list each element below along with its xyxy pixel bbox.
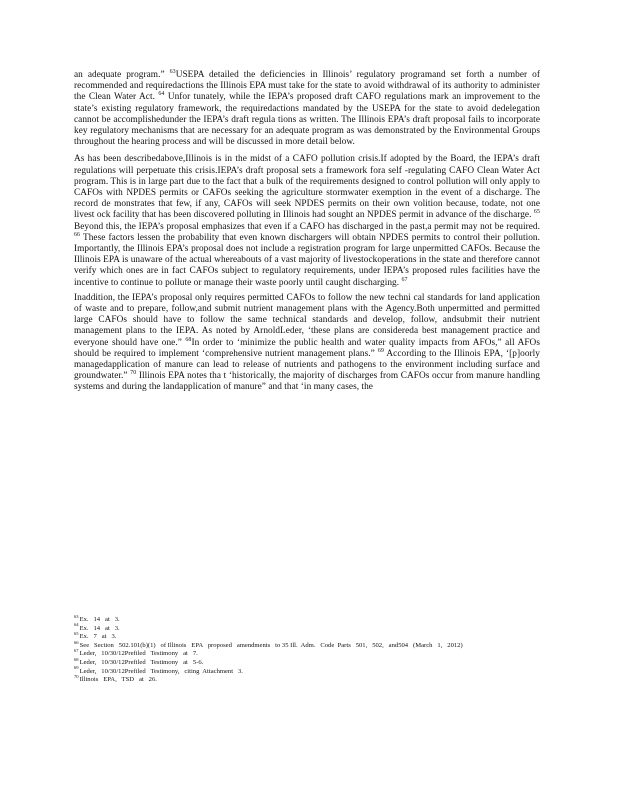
footnote-text: See Section 502.101(b)(1) of Illinois EPA proposed amendments to 35 Ill. Adm. Code Parts 501, 502, and504 (March 1, 2012) (79, 641, 463, 649)
footnote-ref: 68 (185, 336, 192, 343)
footnote-number: 63 (74, 613, 79, 619)
footnote (74, 633, 540, 642)
footnote-ref: 69 (377, 347, 384, 354)
footnote-text: Illinois EPA, TSD at 26. (79, 676, 157, 684)
text-run: These factors lessen the probability that even known dischargers will obtain NPDES permits to control their pollution. Importantly, the Illinois EPA’s proposal does not include a registration program for large unpermitted CAFOs. Because the Illinois EPA is unaware of the actual whereabouts of a vast majority of livestockoperations in the state and therefore cannot verify which ones are in fact CAFOs subject to regulatory requirements, under IEPA’s proposed rules facilities have the incentive to continue to pollute or manage their waste poorly until caught discharging. (74, 232, 540, 288)
text-run: Inaddition, the IEPA’s proposal only requires permitted CAFOs to follow the new techni cal standards for land application of waste and to prepare, follow,and submit nutrient management plans with the Agency.Both unpermitted and permitted large CAFOs should have to follow the same technical standards and develop, follow, andsubmit their nutrient management plans to the IEPA. As noted by ArnoldLeder, ‘these plans are considereda best management practice and everyone should have one.” (74, 292, 540, 348)
text-run: an adequate program.” (74, 70, 170, 80)
footnote (74, 650, 540, 659)
footnote-ref: 65 (533, 209, 540, 216)
text-run: As has been describedabove,Illinois is in the midst of a CAFO pollution crisis.If adopted by the Board, the IEPA’s draft regulations will perpetuate this crisis.IEPA’s draft proposal sets a framework fora self -regulating CAFO Clean Water Act program. This is in large part due to the fact that a bulk of the requirements designed to control pollution will only apply to CAFOs with NPDES permits or CAFOs seeking the agriculture stormwater exemption in the event of a discharge. The record de monstrates that few, if any, CAFOs will seek NPDES permits on their own volition because, todate, not one livest ock facility that has been discovered polluting in Illinois had sought an NPDES permit in advance of the discharge. (74, 154, 540, 221)
footnote-number: 66 (74, 639, 79, 645)
footnote-ref: 64 (158, 91, 165, 98)
text-run: USEPA detailed the deficiencies in Illinois’ regulatory programand set forth a number of recommended and requiredactions the Illinois EPA must take for the state to avoid withdrawal of its authority to administer the Clean Water Act. (74, 70, 540, 103)
footnotes (74, 613, 540, 685)
footnote-text: Leder, 10/30/12Prefiled Testimony at 7. (79, 650, 198, 658)
footnote-number: 65 (74, 631, 79, 636)
text-run: According to the Illinois EPA, ‘[p]oorly managedapplication of manure can lead to release of nutrients and pathogens to the environment including surface and groundwater.” (74, 348, 540, 382)
footnote (74, 665, 540, 677)
footnote-ref: 63 (169, 68, 176, 75)
paragraph (74, 293, 540, 394)
body-text (74, 70, 540, 398)
footnote-number: 67 (74, 648, 79, 654)
paragraph (74, 154, 540, 288)
footnote (74, 622, 540, 634)
text-run: Unfor tunately, while the IEPA’s proposed draft CAFO regulations mark an improvement to the state’s existing regulatory framework, the requiredactions mandated by the USEPA for the state to avoid dedelegation cannot be accomplishedunder the IEPA’s draft regula tions as written. The Illinois EPA’s draft proposal fails to incorporate key regulatory mechanisms that are necessary for an adequate program as was demonstrated by the Environmental Groups throughout the hearing process and will be discussed in more detail below. (74, 92, 540, 148)
footnote-text: Ex. 7 at 3. (79, 633, 117, 641)
footnote-number: 68 (74, 656, 79, 662)
footnote-ref: 66 (74, 231, 81, 238)
footnote-text: Ex. 14 at 3. (79, 624, 120, 632)
footnote-text: Ex. 14 at 3. (79, 616, 120, 623)
footnote-ref: 70 (130, 370, 137, 377)
text-run: In order to ‘minimize the public health and water quality impacts from AFOs,” all AFOs should be required to implement ‘comprehensive nutrient management plans.” (74, 337, 540, 359)
text-run: Beyond this, the IEPA’s proposal emphasizes that even if a CAFO has discharged in the past,a permit may not be required. (74, 221, 540, 232)
footnote-ref: 67 (401, 276, 408, 283)
footnote-number: 69 (74, 665, 79, 671)
footnote-number: 70 (74, 673, 79, 679)
footnote (74, 613, 540, 628)
footnote-number: 64 (74, 622, 79, 628)
footnote-text: Leder, 10/30/12Prefiled Testimony, citing Attachment 3. (79, 667, 243, 675)
text-run: Illinois EPA notes tha t ‘historically, the majority of discharges from CAFOs occur from manure handling systems and during the landapplication of manure” and that ‘in many cases, the (74, 371, 540, 393)
footnote-text: Leder, 10/30/12Prefiled Testimony at 5-6. (79, 658, 204, 666)
footnote (74, 673, 540, 685)
paragraph (74, 70, 540, 148)
